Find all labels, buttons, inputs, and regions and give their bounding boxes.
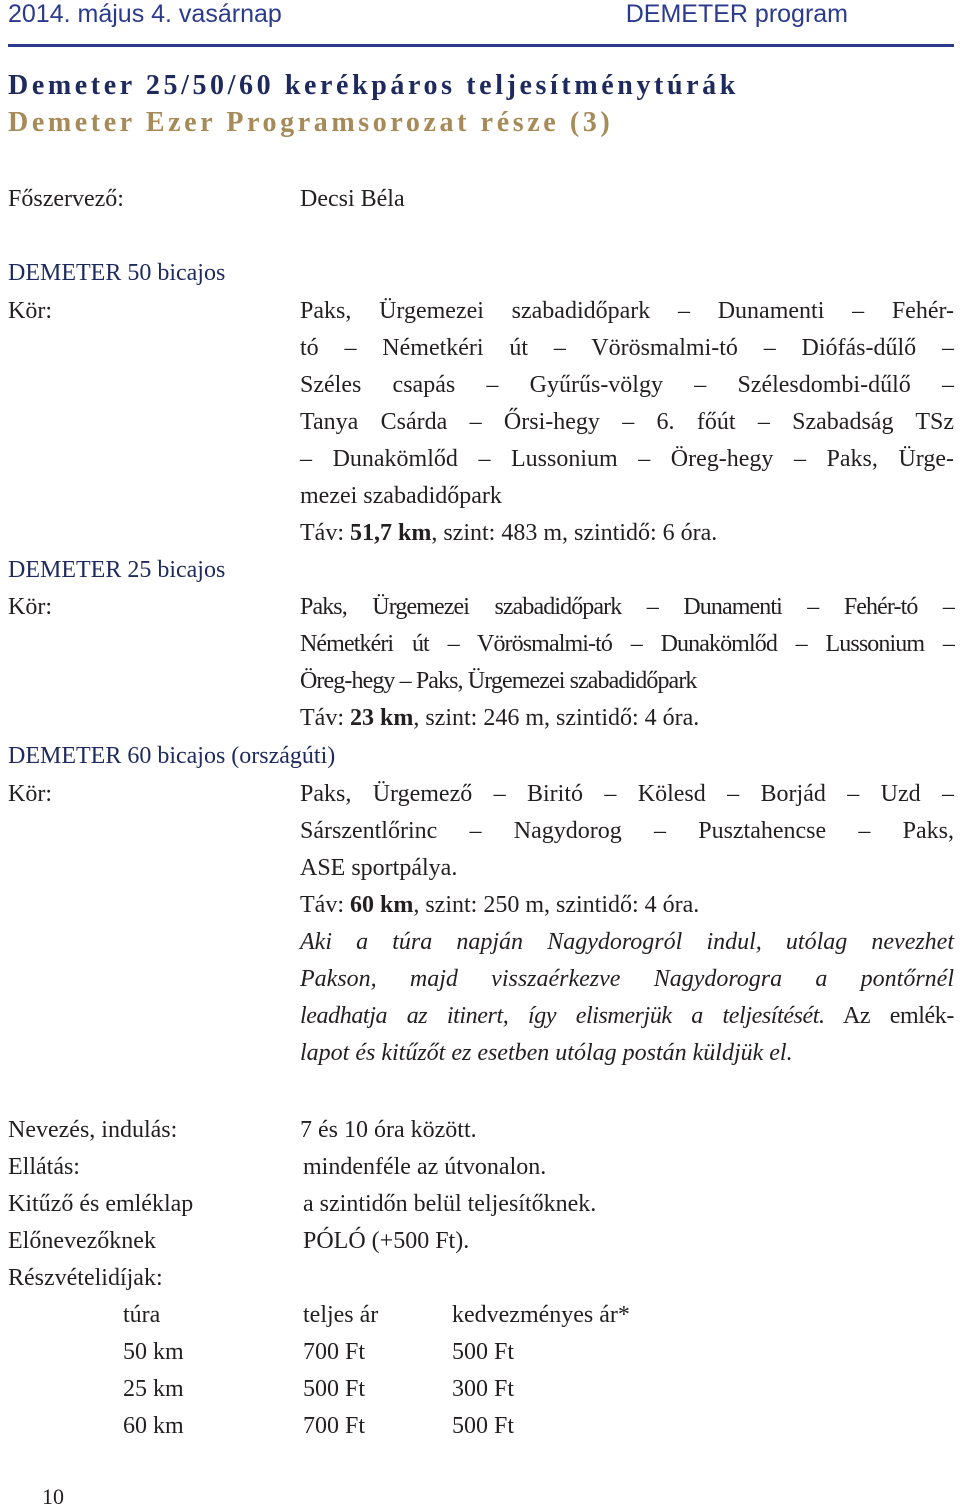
- route-60-note-1: Aki a túra napján Nagydorogról indul, utólag nevezhet: [300, 929, 954, 955]
- route-50-stats: , szint: 483 m, szintidő: 6 óra.: [431, 520, 718, 546]
- route-60-line-1: Paks, Ürgemező – Biritó – Kölesd – Borjád – Uzd –: [300, 781, 954, 807]
- fees-row-1-full: 700 Ft: [303, 1339, 366, 1365]
- fees-row-3-full: 700 Ft: [303, 1413, 366, 1439]
- route-50-line-6: mezei szabadidőpark: [300, 483, 502, 509]
- header-date: 2014. május 4. vasárnap: [8, 0, 282, 28]
- info-label-kituzo: Kitűző és emléklap: [8, 1191, 194, 1217]
- route-60-kor-label: Kör:: [8, 781, 52, 807]
- route-60-line-2: Sárszentlőrinc – Nagydorog – Pusztahencse – Paks,: [300, 818, 954, 844]
- info-label-ellatas: Ellátás:: [8, 1154, 80, 1180]
- main-title: Demeter 25/50/60 kerékpáros teljesítménytúrák: [8, 70, 739, 101]
- info-value-nevezes: 7 és 10 óra között.: [300, 1117, 477, 1143]
- info-value-kituzo: a szintidőn belül teljesítőknek.: [303, 1191, 597, 1217]
- route-60-stats: , szint: 250 m, szintidő: 4 óra.: [413, 892, 700, 918]
- fees-row-3-tura: 60 km: [123, 1413, 184, 1439]
- info-label-nevezes: Nevezés, indulás:: [8, 1117, 178, 1143]
- fees-header-tura: túra: [123, 1302, 161, 1328]
- info-label-reszveteli: Részvételidíjak:: [8, 1265, 163, 1291]
- route-50-line-4: Tanya Csárda – Őrsi-hegy – 6. főút – Szabadság TSz: [300, 409, 954, 435]
- route-50-distance: 51,7 km: [349, 520, 432, 546]
- route-60-note-2: Pakson, majd visszaérkezve Nagydorogra a pontőrnél: [300, 966, 954, 992]
- organizer-value: Decsi Béla: [300, 186, 405, 212]
- fees-row-1-tura: 50 km: [123, 1339, 184, 1365]
- page-header: [0, 0, 960, 44]
- route-50-line-5: – Dunakömlőd – Lussonium – Öreg-hegy – Paks, Ürge-: [300, 446, 954, 472]
- route-25-distance-line: [300, 703, 699, 733]
- route-60-note-3: leadhatja az itinert, így elismerjük a teljesítését.: [300, 1003, 825, 1029]
- route-60-heading: DEMETER 60 bicajos (országúti): [8, 743, 336, 769]
- route-25-line-3: Öreg-hegy – Paks, Ürgemezei szabadidőpark: [300, 668, 697, 694]
- route-25-line-1: Paks, Ürgemezei szabadidőpark – Dunamenti – Fehér-tó –: [300, 594, 954, 620]
- route-50-heading: DEMETER 50 bicajos: [8, 260, 226, 286]
- route-60-distance: 60 km: [349, 892, 414, 918]
- route-25-stats: , szint: 246 m, szintidő: 4 óra.: [413, 705, 700, 731]
- route-60-note-3-line: [300, 1001, 954, 1031]
- route-50-line-3: Széles csapás – Gyűrűs-völgy – Szélesdombi-dűlő –: [300, 372, 954, 398]
- header-program: DEMETER program: [625, 0, 848, 28]
- tav-label: Táv:: [300, 705, 350, 731]
- route-60-note-extra: Az emlék-: [824, 1003, 954, 1029]
- route-25-heading: DEMETER 25 bicajos: [8, 557, 226, 583]
- route-60-line-3: ASE sportpálya.: [300, 855, 458, 881]
- fees-header-teljes: teljes ár: [303, 1302, 379, 1328]
- fees-row-2-tura: 25 km: [123, 1376, 184, 1402]
- route-25-distance: 23 km: [349, 705, 414, 731]
- route-50-line-1: Paks, Ürgemezei szabadidőpark – Dunamenti – Fehér-: [300, 298, 954, 324]
- fees-row-2-discount: 300 Ft: [452, 1376, 515, 1402]
- subtitle: Demeter Ezer Programsorozat része (3): [8, 107, 614, 138]
- fees-row-3-discount: 500 Ft: [452, 1413, 515, 1439]
- fees-header-kedvezmenyes: kedvezményes ár*: [452, 1302, 630, 1328]
- tav-label: Táv:: [300, 892, 350, 918]
- page-number: 10: [42, 1484, 64, 1509]
- info-value-ellatas: mindenféle az útvonalon.: [303, 1154, 547, 1180]
- fees-row-2-full: 500 Ft: [303, 1376, 366, 1402]
- info-label-elonevezoknek: Előnevezőknek: [8, 1228, 156, 1254]
- tav-label: Táv:: [300, 520, 350, 546]
- header-divider: [8, 44, 954, 47]
- route-25-line-2: Németkéri út – Vörösmalmi-tó – Dunakömlőd – Lussonium –: [300, 631, 954, 657]
- route-60-note-4: lapot és kitűzőt ez esetben utólag postán küldjük el.: [300, 1040, 793, 1066]
- fees-row-1-discount: 500 Ft: [452, 1339, 515, 1365]
- route-60-distance-line: [300, 890, 699, 920]
- route-50-distance-line: [300, 518, 717, 548]
- route-50-kor-label: Kör:: [8, 298, 52, 324]
- organizer-label: Főszervező:: [8, 186, 124, 212]
- route-25-kor-label: Kör:: [8, 594, 52, 620]
- route-50-line-2: tó – Németkéri út – Vörösmalmi-tó – Diófás-dűlő –: [300, 335, 954, 361]
- info-value-elonevezoknek: PÓLÓ (+500 Ft).: [303, 1228, 470, 1254]
